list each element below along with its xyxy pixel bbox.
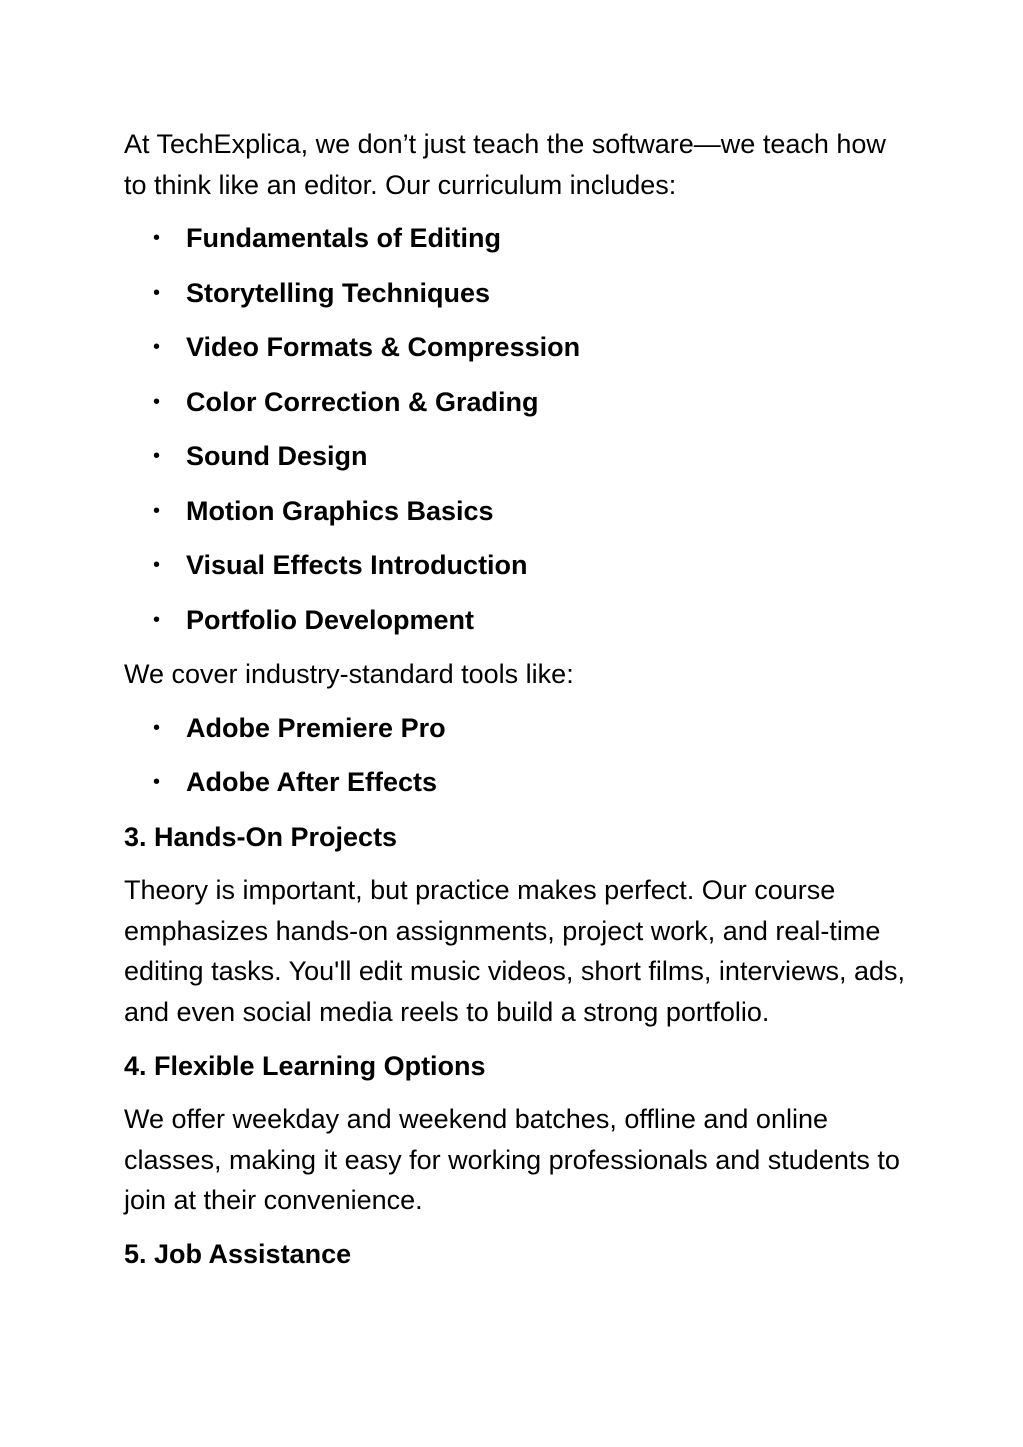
section-heading-job-assistance: 5. Job Assistance: [124, 1238, 352, 1269]
list-item-label: Sound Design: [186, 441, 368, 472]
list-item: [124, 218, 914, 259]
list-item-label: Visual Effects Introduction: [186, 550, 528, 581]
list-item: [124, 382, 914, 423]
list-item: [124, 762, 914, 803]
section-heading-flexible-learning: 4. Flexible Learning Options: [124, 1050, 486, 1081]
list-item-label: Fundamentals of Editing: [186, 223, 501, 254]
list-item-label: Portfolio Development: [186, 604, 475, 635]
list-item-label: Motion Graphics Basics: [186, 495, 494, 526]
bullet-icon: •: [153, 390, 161, 413]
section-body-hands-on: Theory is important, but practice makes perfect. Our course emphasizes hands-on assignments, project work, and real-time editing tasks. You'll edit music videos, short films, interviews, ads, and even social media reels to build a strong portfolio.: [124, 875, 905, 1027]
section-heading-hands-on: 3. Hands-On Projects: [124, 821, 398, 852]
bullet-icon: •: [153, 716, 161, 739]
list-item-label: Color Correction & Grading: [186, 386, 539, 417]
list-item: [124, 327, 914, 368]
list-item-label: Storytelling Techniques: [186, 277, 491, 308]
bullet-icon: •: [153, 771, 161, 794]
list-item: [124, 436, 914, 477]
section-body-flexible-learning: We offer weekday and weekend batches, offline and online classes, making it easy for working professionals and students to join at their convenience.: [124, 1104, 900, 1216]
bullet-icon: •: [153, 608, 161, 631]
list-item-label: Adobe Premiere Pro: [186, 712, 446, 743]
list-item: [124, 273, 914, 314]
list-item-label: Video Formats & Compression: [186, 332, 581, 363]
list-item: [124, 545, 914, 586]
tools-list: [124, 708, 914, 803]
bullet-icon: •: [153, 336, 161, 359]
list-item: [124, 708, 914, 749]
list-item-label: Adobe After Effects: [186, 767, 438, 798]
list-item: [124, 491, 914, 532]
tools-intro-paragraph: We cover industry-standard tools like:: [124, 659, 574, 690]
intro-paragraph: At TechExplica, we don’t just teach the software—we teach how to think like an editor. Our curriculum includes:: [124, 129, 886, 200]
bullet-icon: •: [153, 554, 161, 577]
curriculum-list: [124, 218, 914, 640]
bullet-icon: •: [153, 281, 161, 304]
bullet-icon: •: [153, 499, 161, 522]
document-page: [124, 124, 914, 1288]
list-item: [124, 600, 914, 641]
bullet-icon: •: [153, 227, 161, 250]
bullet-icon: •: [153, 445, 161, 468]
